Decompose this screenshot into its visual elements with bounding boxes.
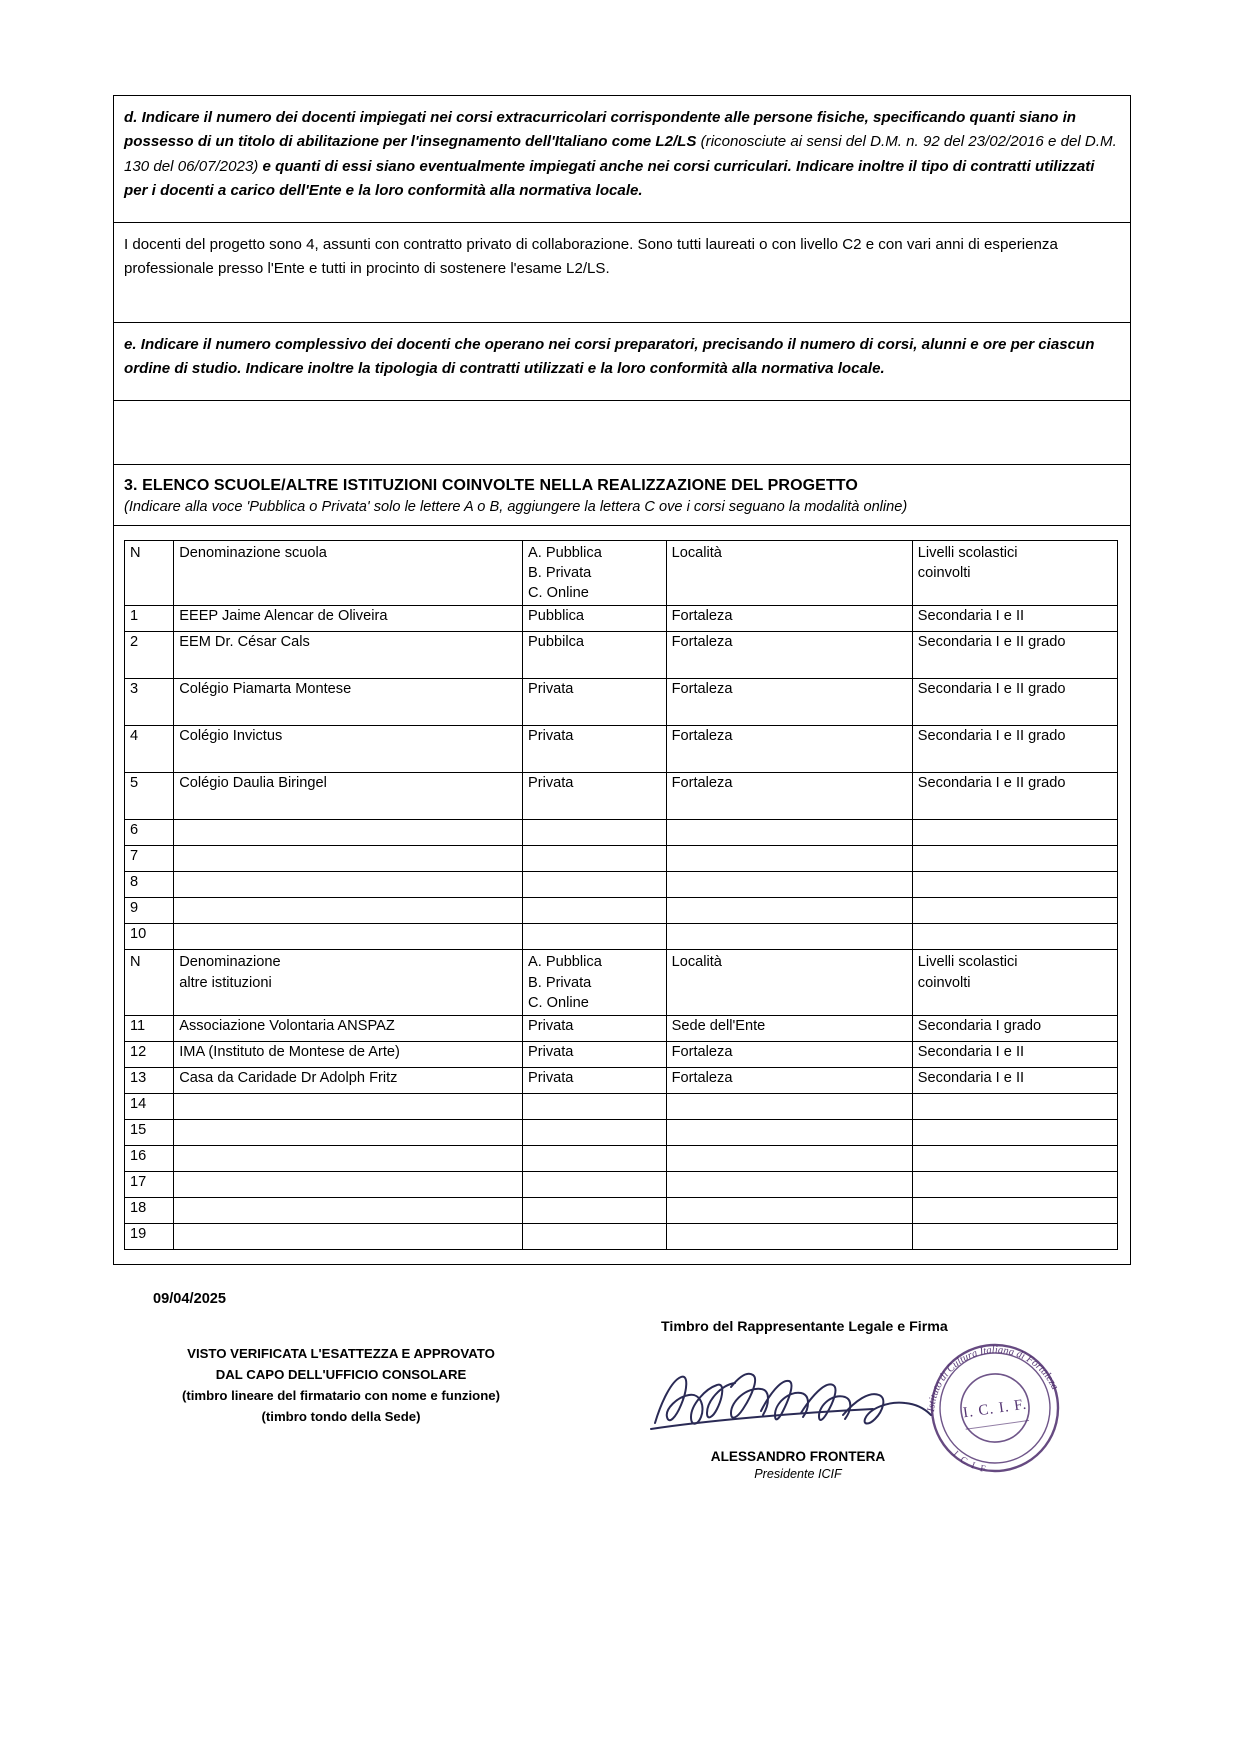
row-tipo[interactable]: Privata [523,773,667,820]
row-n: 3 [125,679,174,726]
table-row [125,1119,1118,1145]
row-livelli[interactable] [912,1171,1117,1197]
row-localita[interactable] [666,872,912,898]
row-denominazione[interactable]: Casa da Caridade Dr Adolph Fritz [174,1067,523,1093]
answer-e-box[interactable] [113,401,1131,465]
row-n: 16 [125,1145,174,1171]
row-localita[interactable]: Fortaleza [666,606,912,632]
row-localita[interactable] [666,820,912,846]
signature-date: 09/04/2025 [153,1290,227,1307]
row-tipo[interactable] [523,1223,667,1249]
header-denominazione [174,950,523,1015]
header-n: N [125,541,174,606]
row-localita[interactable] [666,1119,912,1145]
row-localita[interactable] [666,846,912,872]
row-denominazione[interactable] [174,924,523,950]
row-tipo[interactable] [523,820,667,846]
row-livelli[interactable]: Secondaria I e II grado [912,726,1117,773]
row-denominazione[interactable]: EEEP Jaime Alencar de Oliveira [174,606,523,632]
row-n: 4 [125,726,174,773]
row-n: 10 [125,924,174,950]
section3-heading-box [113,465,1131,526]
row-livelli[interactable] [912,872,1117,898]
answer-d-box[interactable] [113,223,1131,323]
row-denominazione[interactable] [174,898,523,924]
document-footer [113,1291,1131,1541]
row-livelli[interactable]: Secondaria I e II grado [912,773,1117,820]
table-row [125,773,1118,820]
row-livelli[interactable]: Secondaria I e II [912,606,1117,632]
row-livelli[interactable]: Secondaria I e II grado [912,679,1117,726]
row-tipo[interactable]: Privata [523,1067,667,1093]
header-livelli [912,541,1117,606]
row-tipo[interactable] [523,872,667,898]
signer-name: ALESSANDRO FRONTERA [710,1448,886,1464]
row-denominazione[interactable] [174,1223,523,1249]
row-tipo[interactable] [523,1093,667,1119]
handwritten-signature [643,1351,943,1446]
header-denominazione-line1: Denominazione [179,954,281,971]
row-n: 8 [125,872,174,898]
question-e-box [113,323,1131,401]
row-tipo[interactable] [523,1145,667,1171]
row-localita[interactable]: Sede dell'Ente [666,1015,912,1041]
header-tipo [523,950,667,1015]
table-row [125,1067,1118,1093]
question-d-part1: d. Indicare il numero dei docenti impiegati nei corsi extracurricolari corrispondente alle persone fisiche, specificando quanti siano in possesso di un titolo di abilitazione per l'insegnamento dell'Italiano come L2/LS [124,109,1076,151]
row-n: 1 [125,606,174,632]
row-localita[interactable] [666,1223,912,1249]
row-tipo[interactable]: Privata [523,726,667,773]
header-tipo-line1: A. Pubblica [528,954,602,971]
visto-line-2: DAL CAPO DELL'UFFICIO CONSOLARE [215,1366,467,1382]
svg-text:I. C. I. F.: I. C. I. F. [962,1396,1029,1422]
header-tipo-line1: A. Pubblica [528,545,602,561]
header-n: N [125,950,174,1015]
row-tipo[interactable] [523,898,667,924]
row-n: 9 [125,898,174,924]
row-localita[interactable]: Fortaleza [666,1067,912,1093]
row-localita[interactable]: Fortaleza [666,632,912,679]
table-row [125,606,1118,632]
section3-subtitle: (Indicare alla voce 'Pubblica o Privata' solo le lettere A o B, aggiungere la lettera C ove i corsi seguano la modalità online) [124,499,908,515]
row-denominazione[interactable]: Colégio Daulia Biringel [174,773,523,820]
question-d-part3: e quanti di essi siano eventualmente impiegati anche nei corsi curriculari. Indicare inoltre il tipo di contratti utilizzati per i docenti a carico dell'Ente e la loro conformità alla normativa locale. [124,157,1095,200]
row-denominazione[interactable] [174,1197,523,1223]
row-livelli[interactable] [912,1145,1117,1171]
header-livelli-line1: Livelli scolastici [917,545,1018,561]
row-n: 14 [125,1093,174,1119]
question-d-box [113,95,1131,223]
row-localita[interactable] [666,1145,912,1171]
row-denominazione[interactable]: Colégio Invictus [174,726,523,773]
row-localita[interactable]: Fortaleza [666,1041,912,1067]
row-tipo[interactable] [523,846,667,872]
row-denominazione[interactable]: Associazione Volontaria ANSPAZ [174,1015,523,1041]
row-localita[interactable] [666,1093,912,1119]
table-row [125,820,1118,846]
row-localita[interactable]: Fortaleza [666,679,912,726]
header-livelli [912,950,1117,1015]
row-livelli[interactable] [912,898,1117,924]
row-denominazione[interactable] [174,1093,523,1119]
row-denominazione[interactable]: IMA (Instituto de Montese de Arte) [174,1041,523,1067]
table-row [125,1197,1118,1223]
row-localita[interactable]: Fortaleza [666,773,912,820]
row-localita[interactable] [666,1171,912,1197]
row-n: 19 [125,1223,174,1249]
section3-tables-box [113,526,1131,1265]
row-tipo[interactable]: Privata [523,1015,667,1041]
header-localita: Località [666,541,912,606]
row-livelli[interactable] [912,1197,1117,1223]
stamp-signature-label: Timbro del Rappresentante Legale e Firma [661,1318,948,1335]
row-livelli[interactable]: Secondaria I grado [912,1015,1117,1041]
table-row [125,1015,1118,1041]
table-row [125,1223,1118,1249]
visto-line-3: (timbro lineare del firmatario con nome e funzione) [181,1388,500,1403]
visto-line-4: (timbro tondo della Sede) [261,1409,421,1425]
header-livelli-line2: coinvolti [917,974,971,991]
row-n: 12 [125,1041,174,1067]
row-n: 11 [125,1015,174,1041]
visto-block [131,1343,551,1428]
schools-table [124,540,1118,1250]
section3-title: 3. ELENCO SCUOLE/ALTRE ISTITUZIONI COINVOLTE NELLA REALIZZAZIONE DEL PROGETTO [124,477,858,494]
row-denominazione[interactable] [174,1171,523,1197]
row-tipo[interactable] [523,1197,667,1223]
table-row [125,1171,1118,1197]
row-localita[interactable] [666,898,912,924]
row-livelli[interactable] [912,924,1117,950]
row-tipo[interactable]: Privata [523,1041,667,1067]
institutions-header-row [125,950,1118,1015]
table-row [125,1041,1118,1067]
row-livelli[interactable]: Secondaria I e II grado [912,632,1117,679]
header-tipo-line2: B. Privata [528,565,592,582]
row-n: 5 [125,773,174,820]
row-tipo[interactable]: Pubblica [523,606,667,632]
row-tipo[interactable]: Pubbilca [523,632,667,679]
row-tipo[interactable]: Privata [523,679,667,726]
row-tipo[interactable] [523,1119,667,1145]
table-row [125,898,1118,924]
header-denominazione: Denominazione scuola [174,541,523,606]
row-n: 15 [125,1119,174,1145]
row-n: 18 [125,1197,174,1223]
row-n: 6 [125,820,174,846]
row-n: 17 [125,1171,174,1197]
row-livelli[interactable] [912,846,1117,872]
row-denominazione[interactable]: EEM Dr. César Cals [174,632,523,679]
row-localita[interactable]: Fortaleza [666,726,912,773]
row-denominazione[interactable]: Colégio Piamarta Montese [174,679,523,726]
table-row [125,924,1118,950]
table-row [125,1093,1118,1119]
row-denominazione[interactable] [174,1145,523,1171]
header-tipo [523,541,667,606]
question-d-part2: (riconosciute ai sensi del D.M. n. 92 del 23/02/2016 e del D.M. 130 del 06/07/2023) [124,133,1117,175]
header-livelli-line2: coinvolti [917,565,971,582]
header-livelli-line1: Livelli scolastici [917,954,1018,971]
header-denominazione-line2: altre istituzioni [179,974,272,991]
row-tipo[interactable] [523,1171,667,1197]
svg-text:I C I F: I C I F [950,1449,989,1476]
row-livelli[interactable] [912,820,1117,846]
svg-text:Istituto di Cultura Italiana d: Istituto di Cultura Italiana di Fortaleza [926,1344,1061,1412]
row-localita[interactable] [666,1197,912,1223]
question-d-text [124,106,1118,204]
row-denominazione[interactable] [174,820,523,846]
row-livelli[interactable]: Secondaria I e II [912,1067,1117,1093]
answer-d-text: I docenti del progetto sono 4, assunti con contratto privato di collaborazione. Sono tutti laureati o con livello C2 e con vari anni di esperienza professionale presso l'Ente e tutti in procinto di sostenere l'esame L2/LS. [124,236,1058,278]
row-n: 2 [125,632,174,679]
header-localita: Località [666,950,912,1015]
table-row [125,726,1118,773]
row-denominazione[interactable] [174,872,523,898]
table-row [125,846,1118,872]
row-localita[interactable] [666,924,912,950]
visto-line-1: VISTO VERIFICATA L'ESATTEZZA E APPROVATO [187,1345,495,1361]
header-tipo-line2: B. Privata [528,974,592,991]
table-row [125,1145,1118,1171]
row-livelli[interactable] [912,1119,1117,1145]
header-tipo-line3: C. Online [528,994,589,1011]
row-tipo[interactable] [523,924,667,950]
row-n: 7 [125,846,174,872]
table-row [125,872,1118,898]
header-tipo-line3: C. Online [528,585,589,602]
table-row [125,632,1118,679]
row-n: 13 [125,1067,174,1093]
row-denominazione[interactable] [174,1119,523,1145]
row-livelli[interactable] [912,1223,1117,1249]
row-denominazione[interactable] [174,846,523,872]
row-livelli[interactable] [912,1093,1117,1119]
schools-header-row [125,541,1118,606]
row-livelli[interactable]: Secondaria I e II [912,1041,1117,1067]
table-row [125,679,1118,726]
signer-role: Presidente ICIF [754,1466,842,1481]
round-stamp [913,1333,1078,1483]
question-e-text: e. Indicare il numero complessivo dei docenti che operano nei corsi preparatori, precisando il numero di corsi, alunni e ore per ciascun ordine di studio. Indicare inoltre la tipologia di contratti utilizzati e la loro conformità alla normativa locale. [124,336,1095,378]
